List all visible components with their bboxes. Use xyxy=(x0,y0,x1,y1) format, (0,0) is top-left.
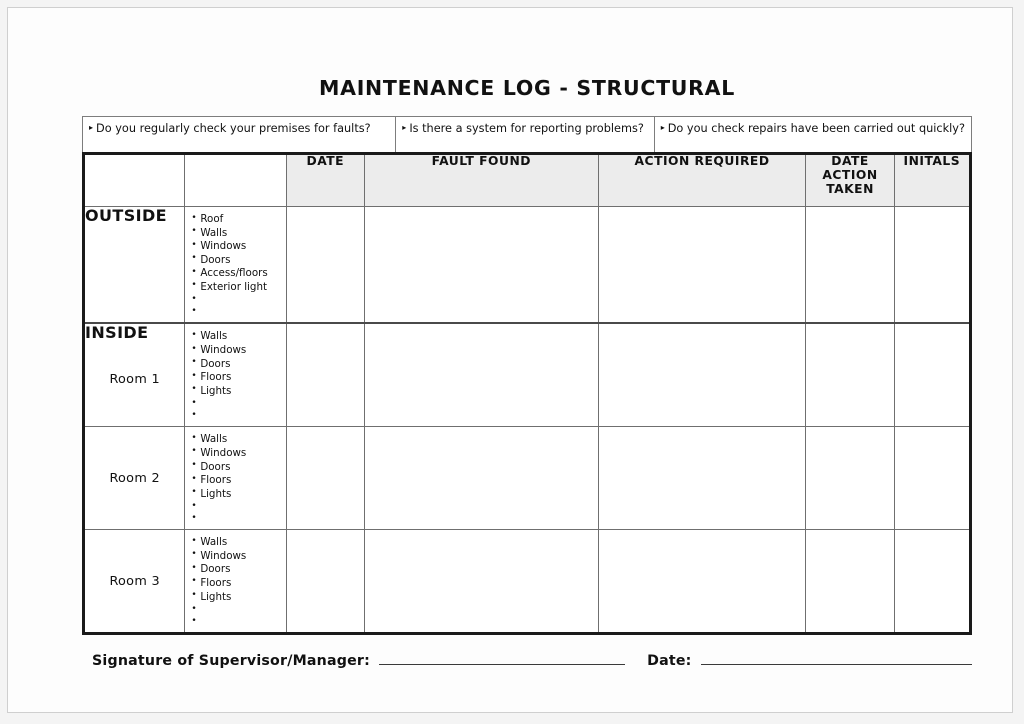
cell-fault-found[interactable] xyxy=(364,323,598,426)
cell-fault-found[interactable] xyxy=(364,427,598,530)
question-item-2 xyxy=(395,117,653,152)
list-item-blank xyxy=(191,513,281,525)
question-item-1 xyxy=(83,117,395,152)
list-item: • Doors xyxy=(191,254,281,268)
list-item-blank xyxy=(191,306,281,318)
list-item-blank xyxy=(191,501,281,513)
list-item: • Doors xyxy=(191,358,281,372)
cell-action-required[interactable] xyxy=(598,530,806,634)
area-room-label: Room 1 xyxy=(109,372,160,388)
question-item-3 xyxy=(654,117,971,152)
cell-action-required[interactable] xyxy=(598,323,806,426)
row-items-outside xyxy=(185,207,286,324)
list-item: • Lights xyxy=(191,488,281,502)
header-items xyxy=(185,154,286,207)
cell-date-action-taken[interactable] xyxy=(806,323,894,426)
list-item: • Lights xyxy=(191,591,281,605)
list-item: • Walls xyxy=(191,330,281,344)
triangle-bullet-icon: ▸ xyxy=(402,123,407,132)
list-item: • Lights xyxy=(191,385,281,399)
cell-date-action-taken[interactable] xyxy=(806,427,894,530)
list-item: • Walls xyxy=(191,536,281,550)
signature-input-line[interactable] xyxy=(379,663,625,665)
area-title: OUTSIDE xyxy=(85,206,167,225)
cell-date[interactable] xyxy=(286,323,364,426)
list-item-blank xyxy=(191,616,281,628)
list-item-blank xyxy=(191,604,281,616)
date-label: Date: xyxy=(647,653,692,670)
area-room-label: Room 2 xyxy=(109,470,160,486)
cell-action-required[interactable] xyxy=(598,427,806,530)
list-item-blank xyxy=(191,294,281,306)
item-list xyxy=(185,530,285,632)
list-item: • Windows xyxy=(191,447,281,461)
list-item: • Floors xyxy=(191,371,281,385)
cell-date-action-taken[interactable] xyxy=(806,207,894,324)
cell-action-required[interactable] xyxy=(598,207,806,324)
header-date-action-taken: DATE ACTION TAKEN xyxy=(806,154,894,207)
cell-fault-found[interactable] xyxy=(364,207,598,324)
item-list xyxy=(185,427,285,529)
list-item-blank xyxy=(191,398,281,410)
header-date: DATE xyxy=(286,154,364,207)
table-row xyxy=(84,427,971,530)
row-items-room2 xyxy=(185,427,286,530)
list-item: • Walls xyxy=(191,433,281,447)
header-fault-found: FAULT FOUND xyxy=(364,154,598,207)
list-item: • Walls xyxy=(191,227,281,241)
cell-fault-found[interactable] xyxy=(364,530,598,634)
row-items-room1 xyxy=(185,323,286,426)
cell-initials[interactable] xyxy=(894,427,970,530)
list-item: • Doors xyxy=(191,563,281,577)
row-area-room3 xyxy=(84,530,185,634)
triangle-bullet-icon: ▸ xyxy=(89,123,94,132)
list-item: • Windows xyxy=(191,344,281,358)
list-item: • Floors xyxy=(191,577,281,591)
document-page xyxy=(7,7,1013,713)
list-item: • Access/floors xyxy=(191,267,281,281)
signature-label: Signature of Supervisor/Manager: xyxy=(92,653,370,670)
table-row xyxy=(84,530,971,634)
row-area-inside xyxy=(84,323,185,426)
row-area-room2 xyxy=(84,427,185,530)
row-items-room3 xyxy=(185,530,286,634)
list-item: • Windows xyxy=(191,240,281,254)
triangle-bullet-icon: ▸ xyxy=(660,123,665,132)
page-title: MAINTENANCE LOG - STRUCTURAL xyxy=(319,76,735,100)
list-item: • Floors xyxy=(191,474,281,488)
cell-date-action-taken[interactable] xyxy=(806,530,894,634)
list-item: • Roof xyxy=(191,213,281,227)
maintenance-log-sheet xyxy=(82,76,972,670)
cell-initials[interactable] xyxy=(894,207,970,324)
list-item-blank xyxy=(191,410,281,422)
item-list xyxy=(185,207,285,322)
cell-initials[interactable] xyxy=(894,323,970,426)
table-row xyxy=(84,323,971,426)
area-room-label: Room 3 xyxy=(109,573,160,589)
question-text-2: Is there a system for reporting problems? xyxy=(409,122,644,135)
list-item: • Exterior light xyxy=(191,281,281,295)
header-area xyxy=(84,154,185,207)
cell-date[interactable] xyxy=(286,530,364,634)
table-row xyxy=(84,207,971,324)
question-text-3: Do you check repairs have been carried out quickly? xyxy=(667,122,965,135)
area-title: INSIDE xyxy=(85,323,149,343)
header-initials: INITALS xyxy=(894,154,970,207)
maintenance-log-table xyxy=(82,152,972,635)
row-area-outside xyxy=(84,207,185,324)
cell-date[interactable] xyxy=(286,207,364,324)
signature-footer xyxy=(82,653,972,670)
date-input-line[interactable] xyxy=(701,663,972,665)
cell-date[interactable] xyxy=(286,427,364,530)
header-action-required: ACTION REQUIRED xyxy=(598,154,806,207)
cell-initials[interactable] xyxy=(894,530,970,634)
item-list xyxy=(185,324,285,426)
table-header-row xyxy=(84,154,971,207)
question-text-1: Do you regularly check your premises for faults? xyxy=(96,122,371,135)
list-item: • Windows xyxy=(191,550,281,564)
list-item: • Doors xyxy=(191,461,281,475)
questions-banner xyxy=(82,116,972,152)
